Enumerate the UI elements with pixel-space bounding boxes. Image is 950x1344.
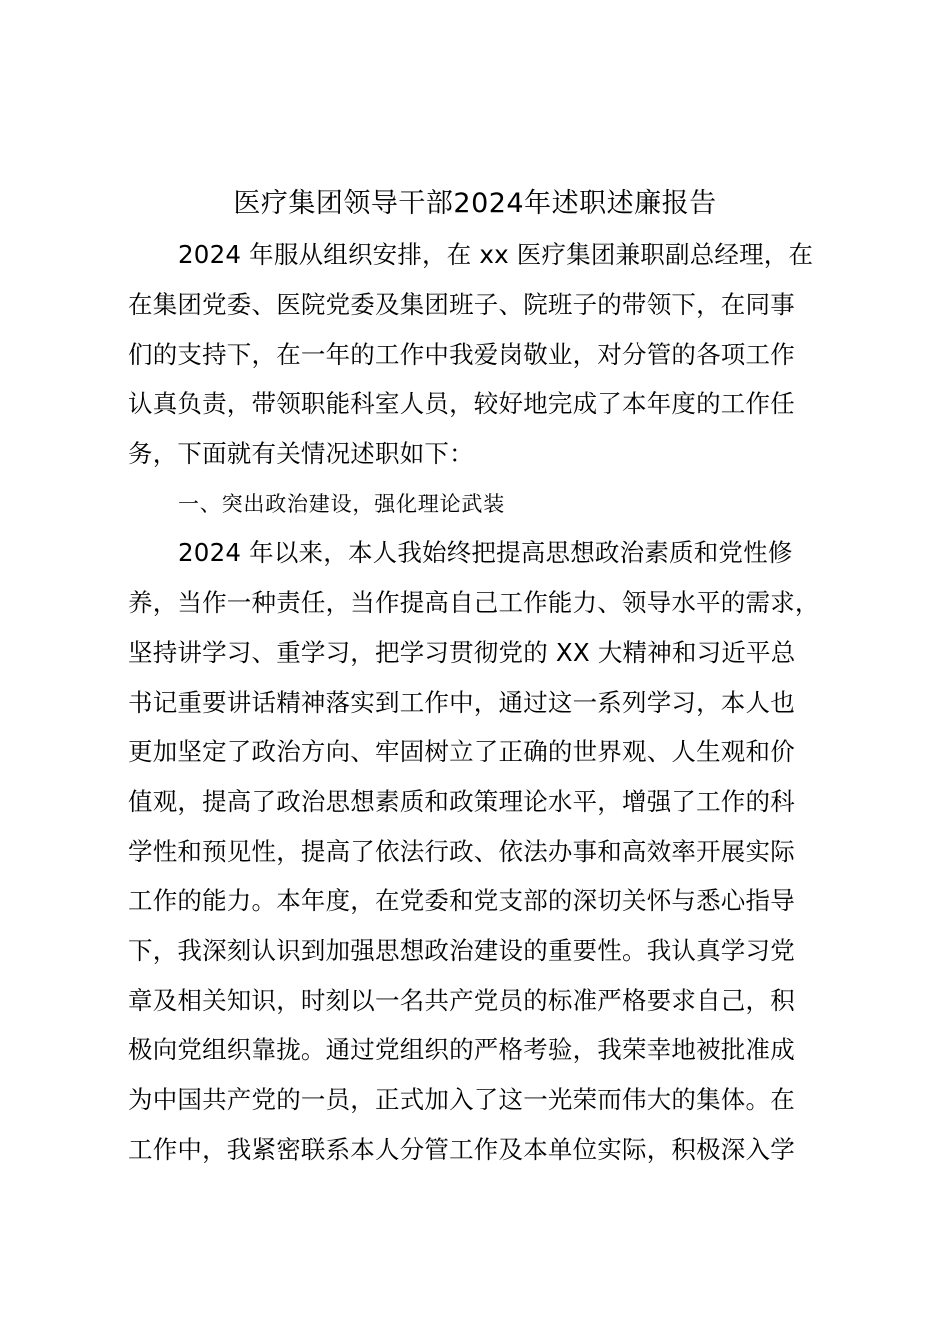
paragraph-line: 学性和预见性，提高了依法行政、依法办事和高效率开展实际 bbox=[128, 837, 795, 866]
paragraph-line: 2024 年服从组织安排，在 xx 医疗集团兼职副总经理，在 bbox=[178, 240, 814, 269]
paragraph-line: 2024 年以来，本人我始终把提高思想政治素质和党性修 bbox=[178, 538, 793, 567]
paragraph-line: 下，我深刻认识到加强思想政治建设的重要性。我认真学习党 bbox=[128, 936, 795, 965]
paragraph-line: 养，当作一种责任，当作提高自己工作能力、领导水平的需求， bbox=[128, 588, 820, 617]
paragraph-line: 章及相关知识，时刻以一名共产党员的标准严格要求自己，积 bbox=[128, 986, 795, 1015]
paragraph-line: 工作的能力。本年度，在党委和党支部的深切关怀与悉心指导 bbox=[128, 886, 795, 915]
paragraph-line: 坚持讲学习、重学习，把学习贯彻党的 XX 大精神和习近平总 bbox=[128, 638, 796, 667]
paragraph-line: 更加坚定了政治方向、牢固树立了正确的世界观、人生观和价 bbox=[128, 737, 795, 766]
paragraph-line: 书记重要讲话精神落实到工作中，通过这一系列学习，本人也 bbox=[128, 688, 795, 717]
paragraph-line: 认真负责，带领职能科室人员，较好地完成了本年度的工作任 bbox=[128, 389, 795, 418]
paragraph-line: 为中国共产党的一员，正式加入了这一光荣而伟大的集体。在 bbox=[128, 1085, 795, 1114]
paragraph-line: 值观，提高了政治思想素质和政策理论水平，增强了工作的科 bbox=[128, 787, 795, 816]
paragraph-line: 极向党组织靠拢。通过党组织的严格考验，我荣幸地被批准成 bbox=[128, 1035, 795, 1064]
section-heading: 一、突出政治建设，强化理论武装 bbox=[178, 492, 505, 516]
document-title: 医疗集团领导干部2024年述职述廉报告 bbox=[233, 188, 717, 219]
paragraph-line: 在集团党委、医院党委及集团班子、院班子的带领下，在同事 bbox=[128, 290, 795, 319]
paragraph-line: 工作中，我紧密联系本人分管工作及本单位实际，积极深入学 bbox=[128, 1135, 795, 1164]
paragraph-line: 们的支持下，在一年的工作中我爱岗敬业，对分管的各项工作 bbox=[128, 340, 795, 369]
paragraph-line: 务，下面就有关情况述职如下： bbox=[128, 439, 474, 468]
